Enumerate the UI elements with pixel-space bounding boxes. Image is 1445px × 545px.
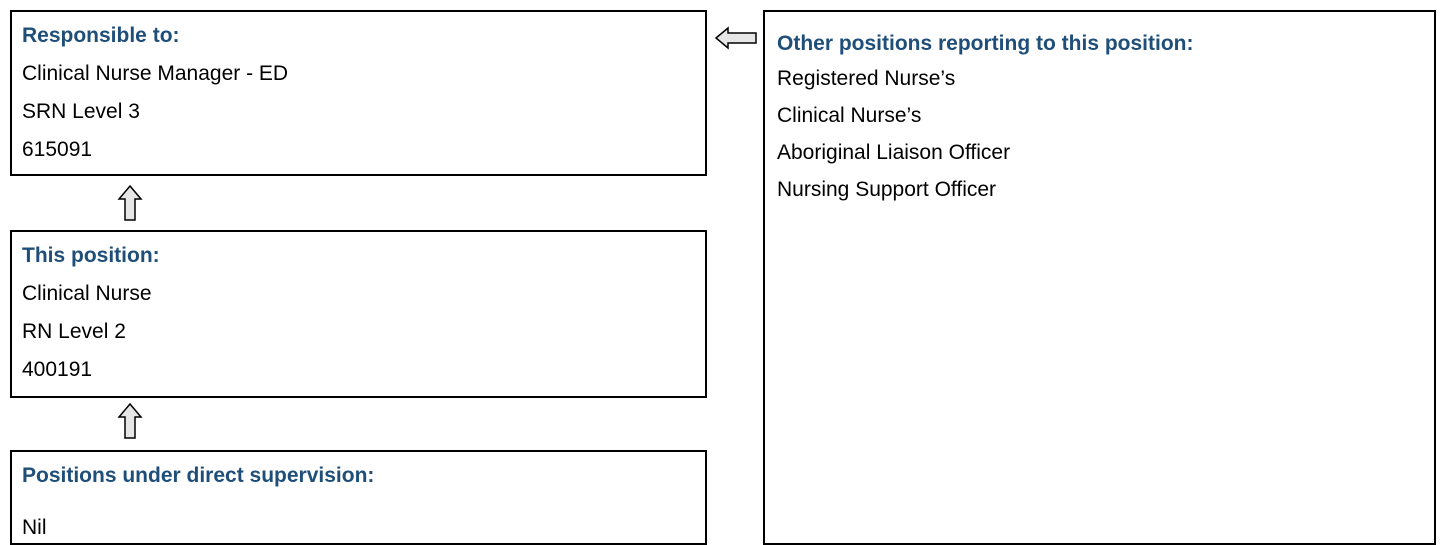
other-position-item: Aboriginal Liaison Officer [777,141,1011,164]
responsible-to-box [10,10,707,176]
responsible-to-title: Clinical Nurse Manager - ED [22,62,289,85]
this-position-level: RN Level 2 [22,320,126,343]
other-position-item: Registered Nurse’s [777,67,956,90]
responsible-to-level: SRN Level 3 [22,100,140,123]
left-arrow-icon [714,26,758,50]
up-arrow-icon [117,184,143,222]
responsible-to-heading: Responsible to: [22,24,180,47]
this-position-number: 400191 [22,358,93,381]
responsible-to-number: 615091 [22,138,93,161]
under-supervision-box [10,450,707,545]
up-arrow-icon [117,402,143,440]
other-position-item: Clinical Nurse’s [777,104,922,127]
under-supervision-value: Nil [22,516,47,539]
under-supervision-heading: Positions under direct supervision: [22,464,375,487]
other-positions-heading: Other positions reporting to this position: [777,32,1194,55]
this-position-title: Clinical Nurse [22,282,152,305]
other-positions-box [763,10,1436,545]
this-position-box [10,230,707,398]
other-position-item: Nursing Support Officer [777,178,997,201]
this-position-heading: This position: [22,244,160,267]
